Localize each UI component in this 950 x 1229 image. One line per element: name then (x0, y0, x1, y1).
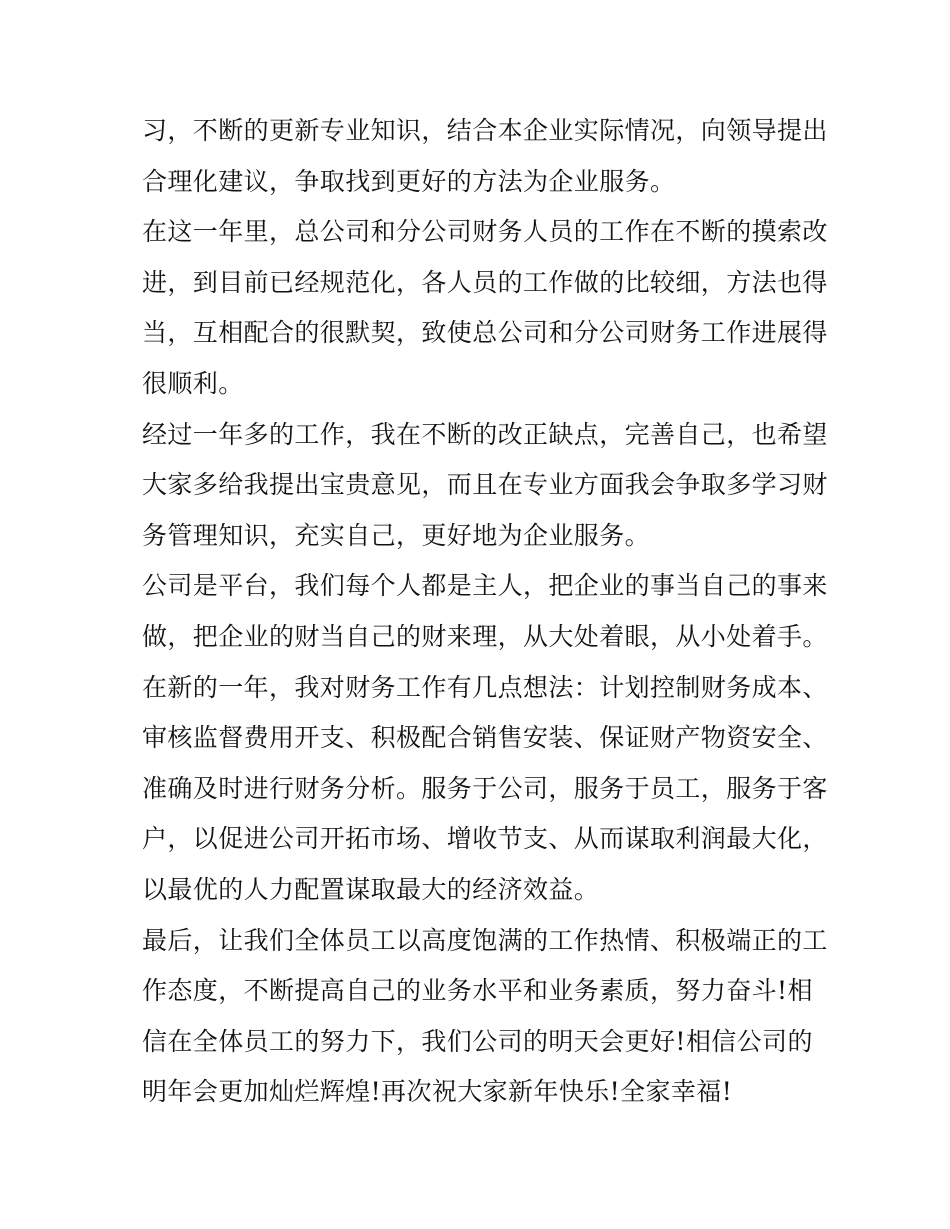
text-line: 信在全体员工的努力下，我们公司的明天会更好!相信公司的 (142, 1026, 813, 1056)
text-line: 作态度，不断提高自己的业务水平和业务素质，努力奋斗!相 (142, 976, 813, 1006)
text-line: 务管理知识，充实自己，更好地为企业服务。 (142, 520, 651, 550)
text-line: 经过一年多的工作，我在不断的改正缺点，完善自己，也希望 (142, 419, 828, 449)
text-line: 最后，让我们全体员工以高度饱满的工作热情、积极端正的工 (142, 925, 828, 955)
text-line: 在新的一年，我对财务工作有几点想法：计划控制财务成本、 (142, 672, 828, 702)
text-line: 大家多给我提出宝贵意见，而且在专业方面我会争取多学习财 (142, 470, 828, 500)
text-line: 当，互相配合的很默契，致使总公司和分公司财务工作进展得 (142, 318, 828, 348)
text-line: 准确及时进行财务分析。服务于公司，服务于员工，服务于客 (142, 773, 828, 803)
text-line: 进，到目前已经规范化，各人员的工作做的比较细，方法也得 (142, 267, 828, 297)
text-line: 很顺利。 (142, 368, 244, 398)
text-line: 做，把企业的财当自己的财来理，从大处着眼，从小处着手。 (142, 621, 828, 651)
text-line: 合理化建议，争取找到更好的方法为企业服务。 (142, 166, 676, 196)
text-line: 以最优的人力配置谋取最大的经济效益。 (142, 874, 600, 904)
text-line: 户，以促进公司开拓市场、增收节支、从而谋取利润最大化， (142, 824, 828, 854)
document-body (142, 106, 828, 1118)
text-line: 在这一年里，总公司和分公司财务人员的工作在不断的摸索改 (142, 217, 828, 247)
text-line: 习，不断的更新专业知识，结合本企业实际情况，向领导提出 (142, 116, 828, 145)
text-line: 明年会更加灿烂辉煌!再次祝大家新年快乐!全家幸福! (142, 1077, 733, 1107)
text-line: 公司是平台，我们每个人都是主人，把企业的事当自己的事来 (142, 571, 828, 601)
text-line: 审核监督费用开支、积极配合销售安装、保证财产物资安全、 (142, 723, 828, 753)
